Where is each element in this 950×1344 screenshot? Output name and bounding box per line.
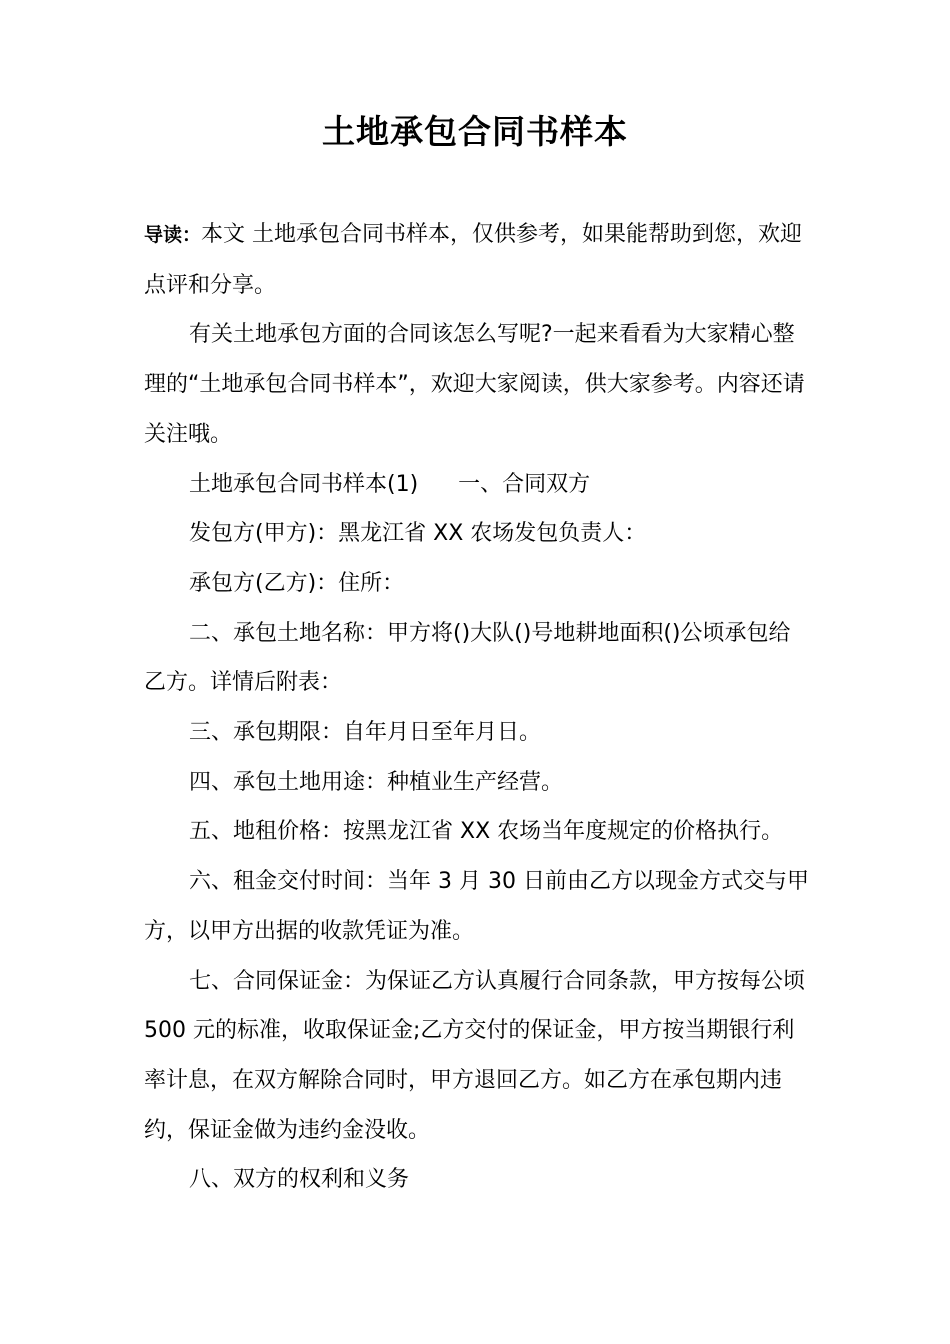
- paragraph-party-b: 承包方(乙方)：住所：: [189, 570, 405, 596]
- section-heading-clause: 一、合同双方: [458, 471, 591, 497]
- document-body: [144, 210, 809, 1205]
- paragraph-term: 三、承包期限：自年月日至年月日。: [189, 720, 542, 746]
- paragraph-intro: 有关土地承包方面的合同该怎么写呢?一起来看看为大家精心整理的“土地承包合同书样本”，欢迎大家阅读，供大家参考。内容还请关注哦。: [144, 322, 805, 447]
- paragraph-party-a: 发包方(甲方)：黑龙江省 XX 农场发包负责人：: [189, 521, 647, 547]
- lead-label: 导读：: [144, 224, 202, 246]
- section-heading-title: 土地承包合同书样本(1): [189, 471, 419, 497]
- paragraph-land-use: 四、承包土地用途：种植业生产经营。: [189, 769, 564, 795]
- page-title: 土地承包合同书样本: [322, 112, 628, 151]
- paragraph-rent-price: 五、地租价格：按黑龙江省 XX 农场当年度规定的价格执行。: [189, 819, 784, 845]
- paragraph-land-name: 二、承包土地名称：甲方将()大队()号地耕地面积()公顷承包给乙方。详情后附表：: [144, 620, 791, 696]
- paragraph-rights-duties: 八、双方的权利和义务: [189, 1167, 410, 1193]
- lead-paragraph: [144, 210, 809, 310]
- paragraph-payment-time: 六、租金交付时间：当年 3 月 30 日前由乙方以现金方式交与甲方，以甲方出据的收款凭证为准。: [144, 869, 809, 944]
- paragraph-deposit: 七、合同保证金：为保证乙方认真履行合同条款，甲方按每公顷 500 元的标准，收取保证金;乙方交付的保证金，甲方按当期银行利率计息，在双方解除合同时，甲方退回乙方。如乙方在承包期内违约，保证金做为违约金没收。: [144, 968, 806, 1143]
- section-heading: [144, 460, 809, 510]
- lead-text: 本文 土地承包合同书样本，仅供参考，如果能帮助到您，欢迎点评和分享。: [144, 222, 803, 298]
